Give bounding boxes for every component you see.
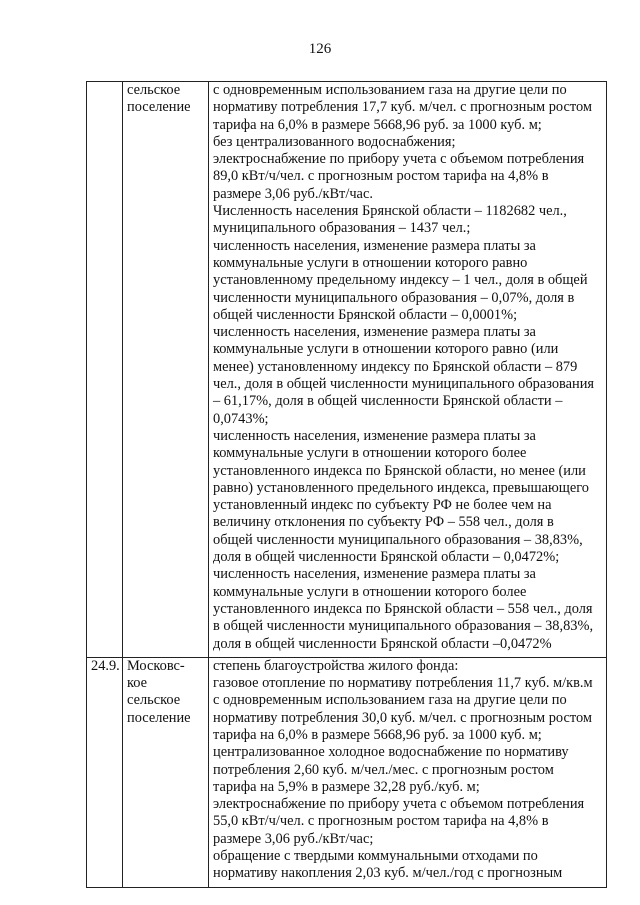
description-line: тарифа на 6,0% в размере 5668,96 руб. за 1000 куб. м; [213, 726, 542, 743]
row-spacer [213, 883, 603, 887]
description-line: тарифа на 5,9% в размере 32,28 руб./куб. м; [213, 778, 480, 795]
description-line: установленному предельному индексу – 1 чел., доля в общей [213, 272, 588, 289]
description-line: газовое отопление по нормативу потребления 11,7 куб. м/кв.м [213, 675, 593, 692]
description-line: электроснабжение по прибору учета с объемом потребления [213, 796, 585, 813]
description-line: нормативу потребления 30,0 куб. м/чел. с прогнозным ростом [213, 709, 592, 726]
description-line: коммунальные услуги в отношении которого равно [213, 254, 528, 271]
description-line: нормативу накопления 2,03 куб. м/чел./год с прогнозным [213, 865, 563, 882]
row-spacer [213, 653, 603, 657]
description-line: равно) установленного предельного индекса, превышающего [213, 479, 589, 496]
settlement-name-line: кое [127, 675, 148, 692]
description-line: численность населения, изменение размера платы за [213, 427, 536, 444]
row-number-cell [87, 82, 123, 658]
description-line: доля в общей численности Брянской области –0,0472% [213, 635, 552, 652]
description-line: доля в общей численности Брянской области – 0,0472%; [213, 549, 560, 566]
description-line: – 61,17%, доля в общей численности Брянской области – [213, 393, 563, 410]
description-line: коммунальные услуги в отношении которого более [213, 583, 527, 600]
settlement-name-line: сельское [127, 692, 181, 709]
description-line: с одновременным использованием газа на другие цели по [213, 692, 567, 709]
description-line: установленного индекса по Брянской области – 558 чел., доля [213, 600, 593, 617]
description-line: менее) установленному индексу по Брянской области – 879 [213, 358, 578, 375]
description-line: потребления 2,60 куб. м/чел./мес. с прогнозным ростом [213, 761, 554, 778]
description-cell [209, 657, 607, 887]
description-line: муниципального образования – 1437 чел.; [213, 220, 471, 237]
description-line: установленного индекса по Брянской области, но менее (или [213, 462, 586, 479]
row-number-cell [87, 657, 123, 887]
description-line: численность населения, изменение размера платы за [213, 566, 536, 583]
description-line: без централизованного водоснабжения; [213, 133, 456, 150]
description-line: установленный индекс по субъекту РФ не более чем на [213, 497, 552, 514]
description-line: с одновременным использованием газа на другие цели по [213, 82, 567, 98]
settlement-name-cell [123, 82, 209, 658]
document-table [86, 81, 607, 888]
description-line: общей численности Брянской области – 0,0001%; [213, 306, 518, 323]
description-line: чел., доля в общей численности муниципального образования [213, 376, 595, 393]
description-line: электроснабжение по прибору учета с объемом потребления [213, 151, 585, 168]
settlement-name-line: поселение [127, 709, 191, 726]
description-cell [209, 82, 607, 658]
description-line: Численность населения Брянской области – 1182682 чел., [213, 203, 567, 220]
description-line: тарифа на 6,0% в размере 5668,96 руб. за 1000 куб. м; [213, 116, 542, 133]
table-row [87, 657, 607, 887]
description-line: величину отклонения по субъекту РФ – 558 чел., доля в [213, 514, 554, 531]
description-line: коммунальные услуги в отношении которого более [213, 445, 527, 462]
settlement-name-line: поселение [127, 99, 191, 116]
settlement-name-cell [123, 657, 209, 887]
settlement-name-line: сельское [127, 82, 181, 98]
description-line: 55,0 кВт/ч/чел. с прогнозным ростом тарифа на 4,8% в [213, 813, 549, 830]
description-line: 0,0743%; [213, 410, 269, 427]
description-line: численности муниципального образования – 0,07%, доля в [213, 289, 575, 306]
description-line: общей численности муниципального образования – 38,83%, [213, 531, 583, 548]
description-line: численность населения, изменение размера платы за [213, 324, 536, 341]
description-line: 89,0 кВт/ч/чел. с прогнозным ростом тарифа на 4,8% в [213, 168, 549, 185]
table-row [87, 82, 607, 658]
description-line: размере 3,06 руб./кВт/час. [213, 185, 373, 202]
settlement-name-line: Московс- [127, 657, 185, 674]
description-line: обращение с твердыми коммунальными отходами по [213, 848, 538, 865]
description-line: коммунальные услуги в отношении которого равно (или [213, 341, 559, 358]
description-line: нормативу потребления 17,7 куб. м/чел. с прогнозным ростом [213, 99, 592, 116]
description-line: степень благоустройства жилого фонда: [213, 657, 459, 674]
description-line: централизованное холодное водоснабжение по нормативу [213, 744, 569, 761]
description-line: численность населения, изменение размера платы за [213, 237, 536, 254]
description-line: размере 3,06 руб./кВт/час; [213, 830, 374, 847]
page-number: 126 [308, 41, 332, 57]
row-number: 24.9. [91, 657, 120, 674]
description-line: в общей численности муниципального образования – 38,83%, [213, 618, 594, 635]
